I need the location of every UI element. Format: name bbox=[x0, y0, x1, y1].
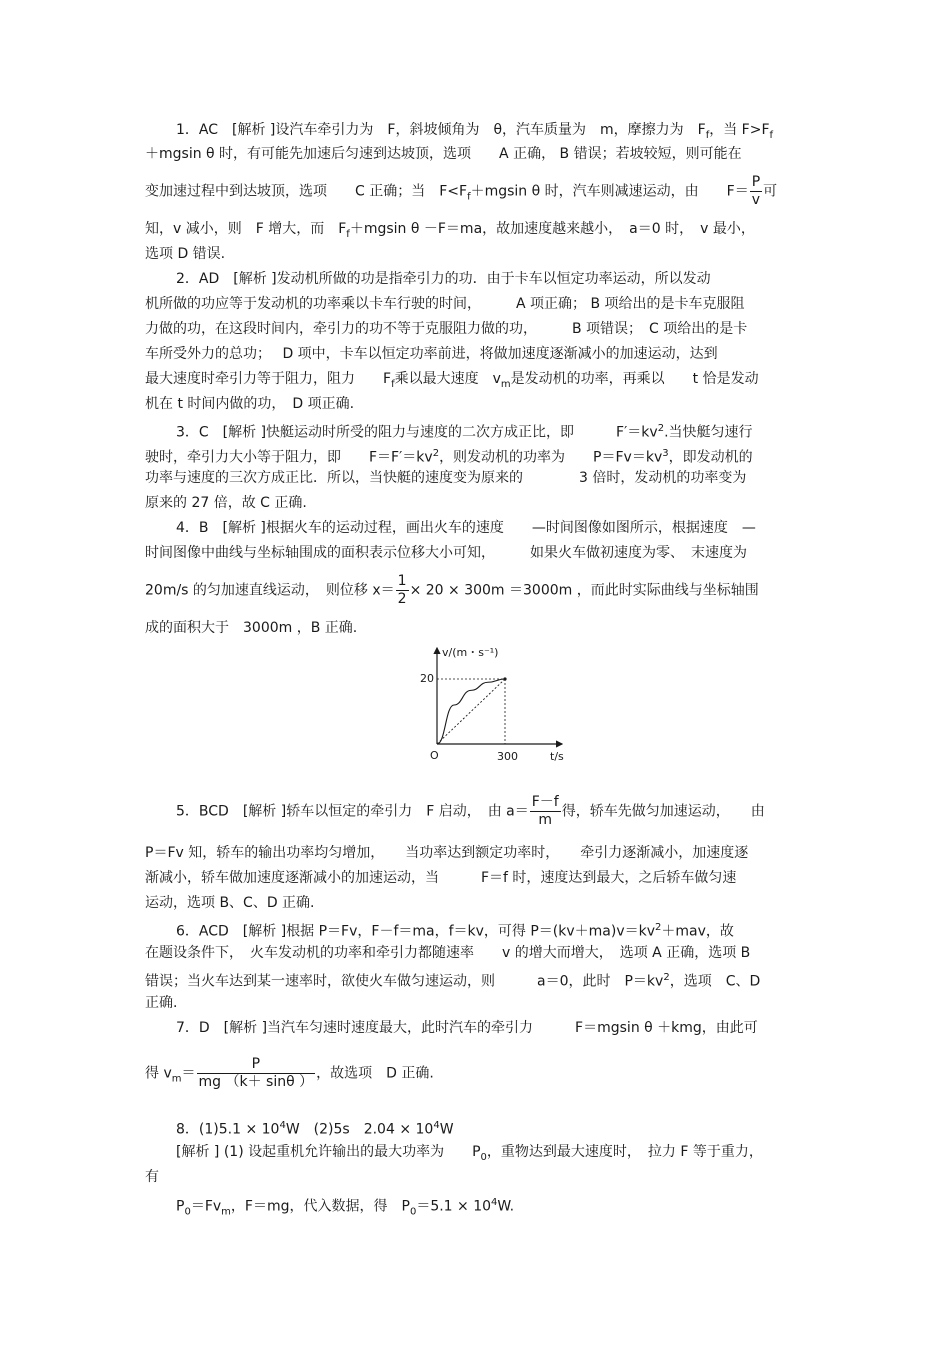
q6-line-1: 6．ACD [解析 ]根据 P＝Fv，F－f＝ma，f＝kv，可得 $P=(kv+ma)v=kv^2+mav$，故 bbox=[176, 922, 734, 940]
x-tick-label: 300 bbox=[497, 750, 518, 763]
q8-line-2: [解析 ] (1) 设起重机允许输出的最大功率为 $P_0$，重物达到最大速度时， 拉力 F 等于重力， bbox=[176, 1144, 763, 1163]
x-axis-label: t/s bbox=[550, 750, 564, 763]
fraction-p-over-v: $\frac{P}{v}$ bbox=[751, 174, 761, 208]
q5-line-2: P＝Fv 知，轿车的输出功率均匀增加， 当功率达到额定功率时， 牵引力逐渐减小，加速度逐 bbox=[145, 845, 749, 861]
q8-line-1: 8．$(1)5.1 \times 10^4W$ (2)5s $2.04 \times 10^4W$ bbox=[176, 1120, 454, 1138]
q2-line-1: 2．AD [解析 ]发动机所做的功是指牵引力的功．由于卡车以恒定功率运动，所以发动 bbox=[176, 271, 711, 287]
fraction-vm-formula: $\frac{P}{mg (k+ \sin\theta )}$ bbox=[198, 1056, 314, 1090]
q2-line-5: 最大速度时牵引力等于阻力，阻力 $F_f$乘以最大速度 $v_m$是发动机的功率，再乘以 t 恰是发动 bbox=[145, 371, 759, 390]
fraction-f-minus-f-over-m: $\frac{F-f}{m}$ bbox=[531, 794, 559, 828]
q2-line-2: 机所做的功应等于发动机的功率乘以卡车行驶的时间， A 项正确； B 项给出的是卡车克服阻 bbox=[145, 296, 745, 312]
q4-line-2: 时间图像中曲线与坐标轴围成的面积表示位移大小可知， 如果火车做初速度为零、 末速度为 bbox=[145, 545, 747, 561]
q2-line-3: 力做的功，在这段时间内，牵引力的功不等于克服阻力做的功， B 项错误； C 项给出的是卡 bbox=[145, 321, 748, 337]
y-axis-label: v/(m・s⁻¹) bbox=[442, 646, 499, 659]
q6-line-4: 正确. bbox=[145, 995, 178, 1011]
q1-line-1: 1．AC [解析 ]设汽车牵引力为 F，斜坡倾角为 θ，汽车质量为 m，摩擦力为 $F_f$，当 $F>F_f$ bbox=[176, 122, 774, 141]
actual-velocity-curve bbox=[437, 679, 505, 744]
q3-line-2: 驶时，牵引力大小等于阻力，即 $F=F'=kv^2$，则发动机的功率为 $P=Fv=kv^3$，即发动机的 bbox=[145, 448, 753, 466]
q3-line-4: 原来的 27 倍，故 C 正确. bbox=[145, 495, 307, 511]
q1-line-3: 变加速过程中到达坡顶，选项 C 正确；当 $F<F_f+mgsin$ θ 时，汽车则减速运动，由 F＝ $\frac{P}{v}$ 可 bbox=[145, 174, 778, 208]
q3-line-1: 3．C [解析 ]快艇运动时所受的阻力与速度的二次方成正比，即 $F'=kv^2$.当快艇匀速行 bbox=[176, 423, 753, 441]
fraction-one-half: $\frac{1}{2}$ bbox=[397, 573, 407, 607]
uniform-acceleration-line bbox=[437, 679, 505, 744]
y-tick-label: 20 bbox=[420, 672, 434, 685]
q5-line-4: 运动，选项 B、C、D 正确. bbox=[145, 895, 315, 911]
q2-line-6: 机在 t 时间内做的功， D 项正确. bbox=[145, 396, 355, 412]
q5-line-3: 渐减小，轿车做加速度逐渐减小的加速运动，当 F＝f 时，速度达到最大，之后轿车做匀速 bbox=[145, 870, 737, 886]
q4-line-3: 20m/s 的匀加速直线运动， 则位移 x＝ $\frac{1}{2}$ × 20 × 300m ＝3000m ，而此时实际曲线与坐标轴围 bbox=[145, 573, 759, 607]
origin-label: O bbox=[430, 749, 439, 762]
q7-line-2: 得 $v_m=$ $\frac{P}{mg (k+ \sin\theta )}$ ，故选项 D 正确. bbox=[145, 1056, 434, 1090]
q7-line-1: 7．D [解析 ]当汽车匀速时速度最大，此时汽车的牵引力 F＝mgsin θ ＋kmg，由此可 bbox=[176, 1020, 758, 1036]
q6-line-2: 在题设条件下， 火车发动机的功率和牵引力都随速率 v 的增大而增大， 选项 A 正确，选项 B bbox=[145, 945, 751, 961]
q3-line-3: 功率与速度的三次方成正比．所以，当快艇的速度变为原来的 3 倍时，发动机的功率变为 bbox=[145, 470, 747, 486]
q1-line-5: 选项 D 错误. bbox=[145, 246, 226, 262]
q4-line-4: 成的面积大于 3000m ，B 正确. bbox=[145, 620, 358, 636]
q2-line-4: 车所受外力的总功； D 项中，卡车以恒定功率前进，将做加速度逐渐减小的加速运动，达到 bbox=[145, 346, 718, 362]
end-point bbox=[503, 677, 506, 680]
q1-line-2: ＋mgsin θ 时，有可能先加速后匀速到达坡顶，选项 A 正确， B 错误；若坡较短，则可能在 bbox=[145, 146, 742, 162]
q6-line-3: 错误；当火车达到某一速率时，欲使火车做匀速运动，则 a＝0，此时 $P=kv^2$，选项 C、D bbox=[145, 972, 761, 990]
velocity-time-graph bbox=[420, 642, 570, 767]
q4-line-1: 4．B [解析 ]根据火车的运动过程，画出火车的速度 —时间图像如图所示，根据速度 — bbox=[176, 520, 756, 536]
q8-line-4: $P_0=Fv_m$，F＝mg，代入数据，得 $P_0=5.1 \times 10^4W$. bbox=[176, 1197, 515, 1218]
q5-line-1: 5．BCD [解析 ]轿车以恒定的牵引力 F 启动， 由 a＝ $\frac{F-f}{m}$ 得，轿车先做匀加速运动， 由 bbox=[176, 794, 765, 828]
q1-line-4: 知，v 减小，则 F 增大，而 $F_f+mgsin$ θ －F＝ma，故加速度越来越小， a＝0 时， v 最小， bbox=[145, 221, 755, 240]
q8-line-3: 有 bbox=[145, 1169, 159, 1185]
